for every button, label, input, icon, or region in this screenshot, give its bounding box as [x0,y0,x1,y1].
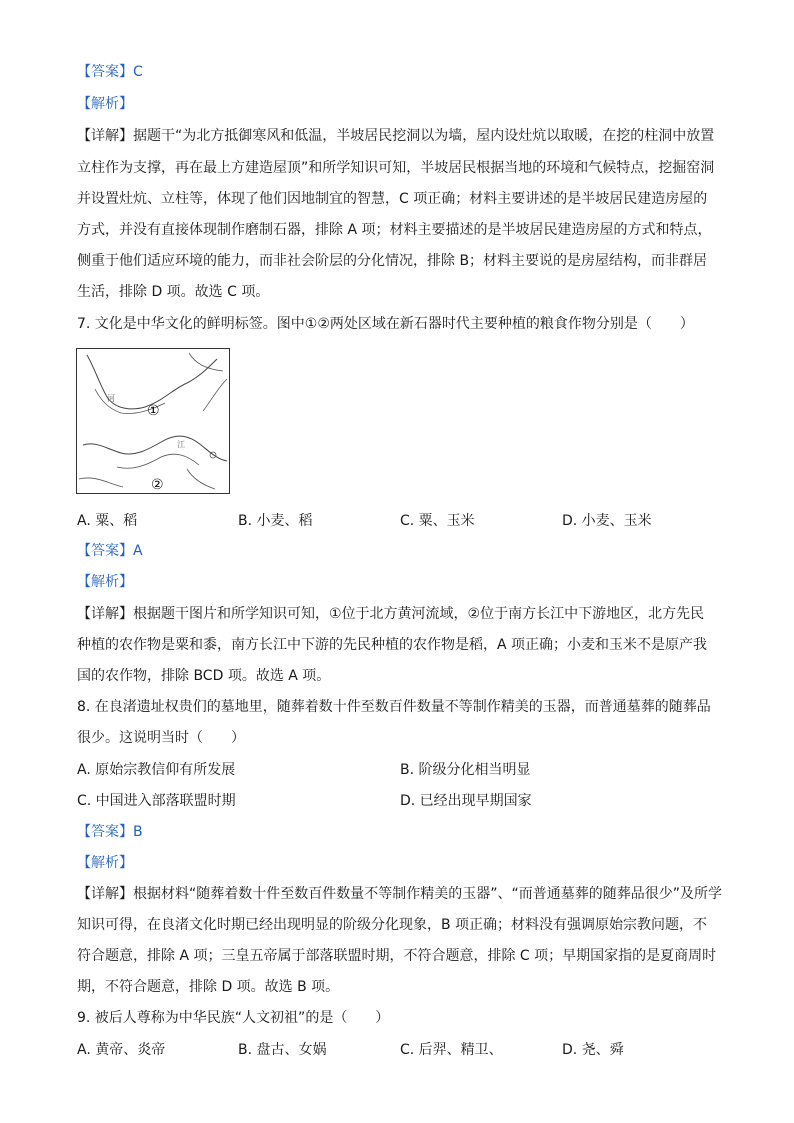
q6-detail-line: 立柱作为支撑，再在最上方建造屋顶”和所学知识可知，半坡居民根据当地的环境和气候特点，挖掘窑洞 [77,160,715,176]
q6-analysis-heading: 【解析】 [77,96,133,112]
q8-detail-line: 期，不符合题意，排除 D 项。故选 B 项。 [77,979,340,995]
q7-option-d: D. 小麦、玉米 [562,513,652,529]
q8-option-a: A. 原始宗教信仰有所发展 [77,762,236,778]
map-label-2: ② [151,477,164,493]
q6-detail-line: 侧重于他们适应环境的能力，而非社会阶层的分化情况，排除 B；材料主要说的是房屋结构，而非群居 [77,253,708,269]
q9-option-d: D. 尧、舜 [562,1042,624,1058]
q7-option-b: B. 小麦、稻 [238,513,313,529]
q8-detail-line: 知识可得，在良渚文化时期已经出现明显的阶级分化现象，B 项正确；材料没有强调原始宗教问题，不 [77,917,708,933]
q8-option-b: B. 阶级分化相当明显 [400,762,531,778]
q7-map-figure [76,348,230,494]
q7-detail-line: 【详解】根据题干图片和所学知识可知，①位于北方黄河流域，②位于南方长江中下游地区，北方先民 [77,606,705,622]
q7-option-a: A. 粟、稻 [77,513,138,529]
q7-question: 7. 文化是中华文化的鲜明标签。图中①②两处区域在新石器时代主要种植的粮食作物分别是（ ） [77,316,694,332]
q7-analysis-heading: 【解析】 [77,574,133,590]
q8-detail-line: 【详解】根据材料“随葬着数十件至数百件数量不等制作精美的玉器”、“而普通墓葬的随葬品很少”及所学 [77,886,723,902]
q8-option-c: C. 中国进入部落联盟时期 [77,793,236,809]
q8-analysis-heading: 【解析】 [77,855,133,871]
q7-option-c: C. 粟、玉米 [400,513,475,529]
q8-answer: 【答案】B [77,824,143,840]
q7-detail-line: 国的农作物，排除 BCD 项。故选 A 项。 [77,668,331,684]
q6-detail-line: 【详解】据题干“为北方抵御寒风和低温，半坡居民挖洞以为墙，屋内设灶炕以取暖，在挖的柱洞中放置 [77,128,715,144]
q9-option-c: C. 后羿、精卫、 [400,1042,503,1058]
q9-question: 9. 被后人尊称为中华民族“人文初祖”的是（ ） [77,1010,390,1026]
river-map [77,349,229,493]
q6-detail-line: 并设置灶炕、立柱等，体现了他们因地制宜的智慧，C 项正确；材料主要讲述的是半坡居民建造房屋的 [77,191,708,207]
map-label-river: 河 [107,394,115,403]
q8-question: 很少。这说明当时（ ） [77,730,245,746]
q8-detail-line: 符合题意，排除 A 项；三皇五帝属于部落联盟时期，不符合题意，排除 C 项；早期国家指的是夏商周时 [77,948,717,964]
q6-answer: 【答案】C [77,64,143,80]
q9-option-a: A. 黄帝、炎帝 [77,1042,166,1058]
map-label-river: 江 [177,440,185,449]
q6-detail-line: 方式，并没有直接体现制作磨制石器，排除 A 项；材料主要描述的是半坡居民建造房屋的方式和特点， [77,222,712,238]
q8-question: 8. 在良渚遗址权贵们的墓地里，随葬着数十件至数百件数量不等制作精美的玉器，而普通墓葬的随葬品 [77,699,711,715]
q6-detail-line: 生活，排除 D 项。故选 C 项。 [77,284,270,300]
q7-answer: 【答案】A [77,543,143,559]
q9-option-b: B. 盘古、女娲 [238,1042,327,1058]
q7-detail-line: 种植的农作物是粟和黍，南方长江中下游的先民种植的农作物是稻，A 项正确；小麦和玉米不是原产我 [77,637,708,653]
map-label-1: ① [147,403,160,419]
q8-option-d: D. 已经出现早期国家 [400,793,532,809]
